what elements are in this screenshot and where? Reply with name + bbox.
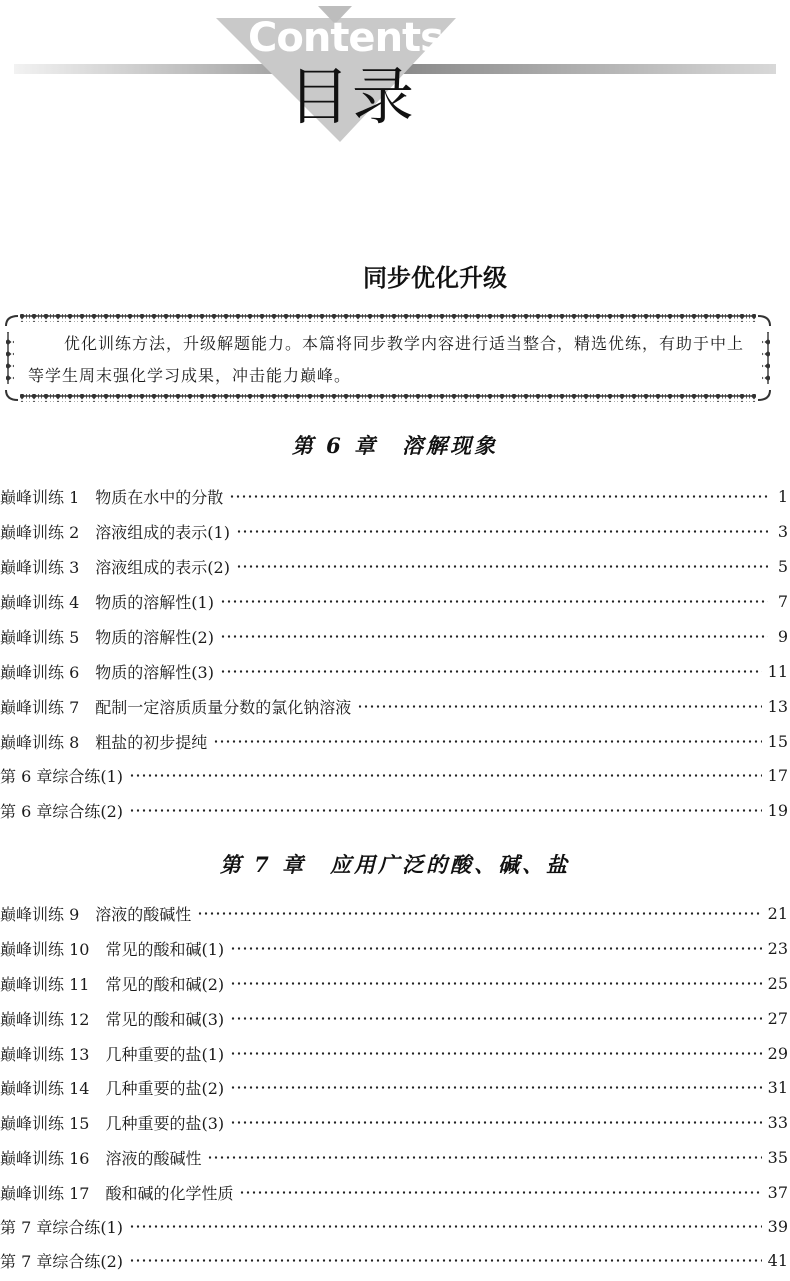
- toc-entry-page: 41: [767, 1250, 788, 1270]
- dot-leader: [220, 600, 768, 603]
- toc-entry[interactable]: [0, 624, 790, 648]
- toc-entry-page: 5: [777, 556, 788, 576]
- toc-entry-page: 3: [777, 521, 788, 541]
- dot-leader: [239, 1191, 761, 1194]
- chapter-7-title: 第 7 章 应用广泛的酸、碱、盐: [219, 852, 571, 877]
- toc-entry-label: 巅峰训练 14 几种重要的盐(2): [0, 1078, 225, 1098]
- toc-entry-label: 巅峰训练 7 配制一定溶质质量分数的氯化钠溶液: [0, 697, 352, 717]
- dot-leader: [129, 1259, 762, 1262]
- toc-entry-label: 巅峰训练 16 溶液的酸碱性: [0, 1148, 202, 1168]
- toc-entry-label: 巅峰训练 12 常见的酸和碱(3): [0, 1009, 225, 1029]
- toc-entry-label: 巅峰训练 13 几种重要的盐(1): [0, 1044, 225, 1064]
- toc-entry-label: 第 6 章综合练(2): [0, 801, 124, 821]
- dot-leader: [213, 740, 761, 743]
- toc-entry[interactable]: [0, 589, 790, 613]
- toc-entry-page: 13: [767, 696, 788, 716]
- toc-entry-label: 巅峰训练 8 粗盐的初步提纯: [0, 732, 208, 752]
- toc-entry-page: 21: [767, 903, 788, 923]
- chapter-6-title: 第 6 章 溶解现象: [291, 433, 499, 458]
- intro-text: 优化训练方法，升级解题能力。本篇将同步教学内容进行适当整合，精选优练，有助于中上等学生周末强化学习成果，冲击能力巅峰。: [28, 334, 745, 385]
- toc-entry[interactable]: [0, 971, 790, 995]
- toc-entry-page: 19: [767, 800, 788, 820]
- toc-entry[interactable]: [0, 901, 790, 925]
- toc-entry[interactable]: [0, 484, 790, 508]
- toc-entry[interactable]: [0, 694, 790, 718]
- toc-entry[interactable]: [0, 554, 790, 578]
- toc-entry[interactable]: [0, 798, 790, 822]
- toc-entry[interactable]: [0, 519, 790, 543]
- dot-leader: [197, 912, 761, 915]
- dot-leader: [230, 1052, 762, 1055]
- toc-entry-label: 巅峰训练 1 物质在水中的分散: [0, 487, 224, 507]
- dot-leader: [357, 705, 761, 708]
- dot-leader: [129, 774, 762, 777]
- dot-leader: [236, 565, 768, 568]
- toc-entry[interactable]: [0, 729, 790, 753]
- section-title: 同步优化升级: [363, 263, 507, 292]
- toc-entry[interactable]: [0, 763, 790, 787]
- toc-entry[interactable]: [0, 936, 790, 960]
- toc-entry-label: 巅峰训练 6 物质的溶解性(3): [0, 662, 214, 682]
- dot-leader: [129, 809, 762, 812]
- toc-entry-page: 27: [767, 1008, 788, 1028]
- toc-entry-label: 巅峰训练 15 几种重要的盐(3): [0, 1113, 225, 1133]
- toc-entry[interactable]: [0, 1110, 790, 1134]
- toc-entry-label: 巅峰训练 3 溶液组成的表示(2): [0, 557, 230, 577]
- toc-entry[interactable]: [0, 1075, 790, 1099]
- toc-entry-page: 11: [767, 661, 788, 681]
- toc-entry-label: 第 7 章综合练(2): [0, 1251, 124, 1271]
- toc-entry-page: 31: [767, 1077, 788, 1097]
- toc-entry-label: 第 7 章综合练(1): [0, 1217, 124, 1237]
- toc-entry-page: 37: [767, 1182, 788, 1202]
- dot-leader: [236, 530, 768, 533]
- toc-entry-page: 9: [777, 626, 788, 646]
- dot-leader: [230, 947, 762, 950]
- toc-entry-label: 巅峰训练 10 常见的酸和碱(1): [0, 939, 225, 959]
- toc-entry[interactable]: [0, 1248, 790, 1272]
- dot-leader: [129, 1225, 762, 1228]
- toc-entry[interactable]: [0, 1214, 790, 1238]
- dot-leader: [230, 1121, 762, 1124]
- toc-entry-page: 7: [777, 591, 788, 611]
- toc-entry-page: 33: [767, 1112, 788, 1132]
- toc-entry-page: 25: [767, 973, 788, 993]
- toc-entry-page: 1: [777, 486, 788, 506]
- toc-entry-label: 巅峰训练 11 常见的酸和碱(2): [0, 974, 225, 994]
- toc-entry[interactable]: [0, 1145, 790, 1169]
- toc-entry-label: 巅峰训练 9 溶液的酸碱性: [0, 904, 192, 924]
- toc-entry-label: 巅峰训练 17 酸和碱的化学性质: [0, 1183, 234, 1203]
- dot-leader: [207, 1156, 761, 1159]
- dot-leader: [220, 670, 762, 673]
- dot-leader: [230, 982, 762, 985]
- toc-entry-page: 35: [767, 1147, 788, 1167]
- toc-entry-page: 39: [767, 1216, 788, 1236]
- toc-entry-label: 第 6 章综合练(1): [0, 766, 124, 786]
- dot-leader: [229, 495, 768, 498]
- intro-box: [4, 312, 772, 404]
- contents-header: [0, 0, 790, 150]
- toc-entry-label: 巅峰训练 2 溶液组成的表示(1): [0, 522, 230, 542]
- page-title: 目录: [288, 60, 417, 133]
- toc-entry[interactable]: [0, 659, 790, 683]
- toc-entry-page: 15: [767, 731, 788, 751]
- contents-wordmark: Contents: [248, 15, 443, 61]
- toc-entry-page: 23: [767, 938, 788, 958]
- toc-entry-page: 29: [767, 1043, 788, 1063]
- toc-entry-label: 巅峰训练 4 物质的溶解性(1): [0, 592, 214, 612]
- dot-leader: [230, 1017, 762, 1020]
- toc-entry-label: 巅峰训练 5 物质的溶解性(2): [0, 627, 214, 647]
- toc-entry[interactable]: [0, 1006, 790, 1030]
- dot-leader: [220, 635, 768, 638]
- toc-entry-page: 17: [767, 765, 788, 785]
- toc-entry[interactable]: [0, 1041, 790, 1065]
- dot-leader: [230, 1086, 762, 1089]
- toc-entry[interactable]: [0, 1180, 790, 1204]
